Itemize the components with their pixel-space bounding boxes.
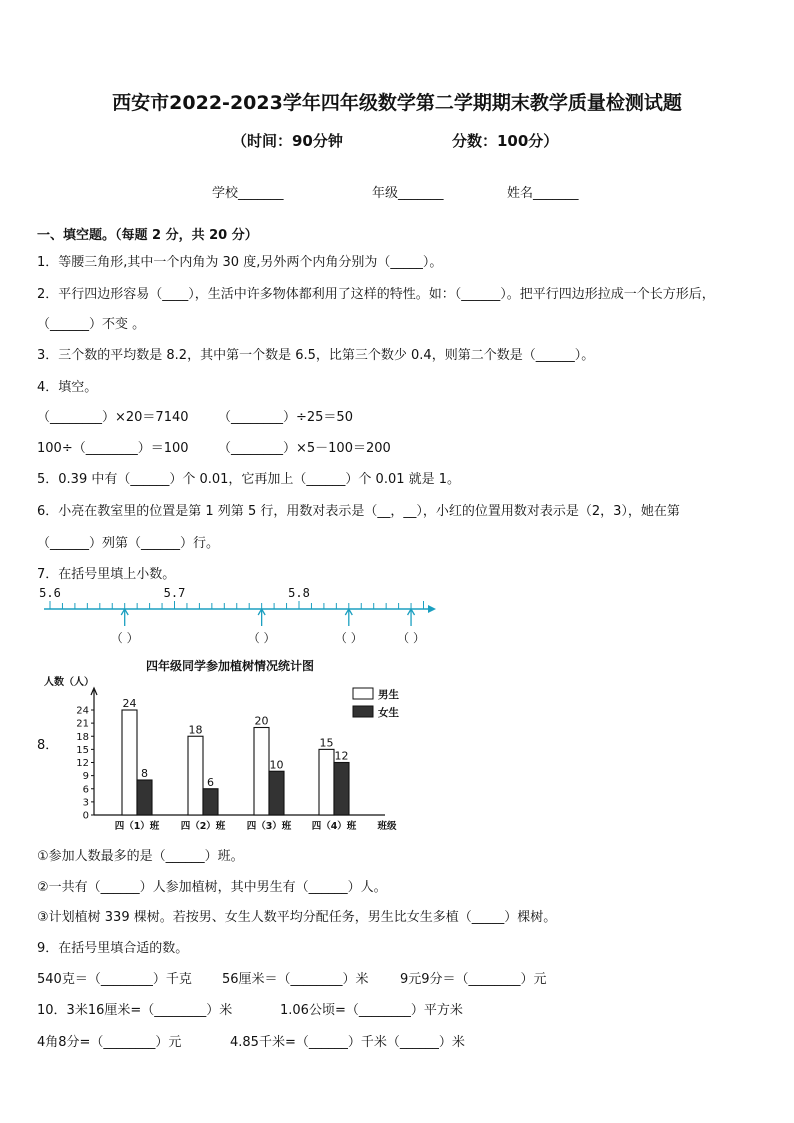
bar-chart: [40, 655, 420, 833]
page-title: 西安市2022-2023学年四年级数学第二学期期末教学质量检测试题: [112, 92, 682, 114]
question-2-line1: 2．平行四边形容易（____），生活中许多物体都利用了这样的特性。如：（______）。把平行四边形拉成一个长方形后，: [37, 287, 715, 302]
question-9a: 540克＝（________）千克: [37, 972, 192, 987]
chart-ylabel: 人数（人）: [44, 677, 94, 688]
section-heading: 一、填空题。（每题 2 分，共 20 分）: [37, 228, 258, 243]
question-9: 9．在括号里填合适的数。: [37, 941, 189, 956]
question-5: 5．0.39 中有（______）个 0.01，它再加上（______）个 0.01 就是 1。: [37, 472, 461, 487]
question-8-1: ①参加人数最多的是（______）班。: [37, 849, 244, 864]
chart-title: 四年级同学参加植树情况统计图: [145, 659, 315, 673]
chart-y-tick-label: 0: [82, 810, 89, 822]
name-field[interactable]: 姓名_______: [507, 186, 579, 201]
question-10d: 4.85千米=（______）千米（______）米: [230, 1035, 465, 1050]
bar-value-label: 8: [141, 767, 148, 780]
number-line-blank: （ ）: [334, 631, 363, 645]
bar-boys: [122, 710, 137, 815]
exam-time: （时间：90分钟: [232, 132, 343, 150]
number-line-blank: （ ）: [247, 631, 276, 645]
question-8: 8．: [37, 738, 59, 753]
question-1: 1．等腰三角形,其中一个内角为 30 度,另外两个内角分别为（_____）。: [37, 255, 443, 270]
number-line-blank: （ ）: [110, 631, 139, 645]
bar-girls: [137, 780, 152, 815]
chart-y-tick-label: 9: [82, 771, 89, 783]
bar-value-label: 10: [269, 758, 284, 772]
exam-score: 分数：100分）: [452, 132, 559, 150]
question-4c: 100÷（________）＝100: [37, 441, 189, 456]
bar-girls: [203, 789, 218, 815]
chart-xlabel: 班级: [377, 821, 397, 832]
chart-category-label: 四（1）班: [114, 821, 160, 832]
chart-y-tick-label: 3: [82, 797, 89, 809]
chart-category-label: 四（4）班: [311, 821, 357, 832]
number-line-label: 5.8: [288, 586, 310, 600]
bar-girls: [334, 763, 349, 816]
chart-y-tick-label: 12: [76, 758, 89, 769]
question-4: 4．填空。: [37, 380, 98, 395]
bar-girls: [269, 771, 284, 815]
question-10a: 10．3米16厘米=（________）米: [37, 1003, 233, 1018]
question-4b: （________）÷25＝50: [218, 410, 353, 425]
bar-boys: [319, 749, 334, 815]
bar-value-label: 6: [207, 775, 214, 789]
number-line-blank: （ ）: [397, 631, 425, 645]
question-4d: （________）×5－100＝200: [218, 441, 391, 456]
number-line-label: 5.6: [39, 586, 61, 600]
question-9c: 9元9分＝（________）元: [400, 972, 547, 987]
question-8-2: ②一共有（______）人参加植树，其中男生有（______）人。: [37, 880, 387, 895]
question-7: 7．在括号里填上小数。: [37, 567, 176, 582]
question-2-line2: （______）不变 。: [37, 317, 146, 332]
number-line: [0, 580, 794, 650]
question-10b: 1.06公顷=（________）平方米: [280, 1003, 463, 1018]
legend-label: 女生: [378, 707, 399, 719]
question-4a: （________）×20＝7140: [37, 410, 189, 425]
chart-category-label: 四（3）班: [246, 821, 292, 832]
chart-y-tick-label: 18: [76, 731, 89, 743]
legend-swatch: [353, 688, 373, 699]
chart-y-tick-label: 24: [76, 705, 89, 717]
bar-boys: [188, 736, 203, 815]
chart-y-tick-label: 6: [82, 784, 89, 796]
bar-value-label: 12: [334, 749, 349, 763]
grade-field[interactable]: 年级_______: [372, 186, 444, 201]
question-10c: 4角8分=（________）元: [37, 1035, 182, 1050]
question-8-3: ③计划植树 339 棵树。若按男、女生人数平均分配任务，男生比女生多植（_____）棵树。: [37, 910, 557, 925]
question-6-line2: （______）列第（______）行。: [37, 536, 220, 551]
question-3: 3．三个数的平均数是 8.2，其中第一个数是 6.5，比第三个数少 0.4，则第二个数是（______）。: [37, 348, 595, 363]
chart-y-tick-label: 15: [76, 744, 89, 756]
chart-category-label: 四（2）班: [180, 821, 226, 832]
bar-value-label: 24: [122, 697, 137, 710]
number-line-arrowhead: [428, 605, 436, 613]
number-line-label: 5.7: [163, 586, 186, 600]
question-6-line1: 6．小亮在教室里的位置是第 1 列第 5 行，用数对表示是（__，__），小红的位置用数对表示是（2，3），她在第: [37, 504, 680, 519]
legend-swatch: [353, 706, 373, 717]
question-9b: 56厘米＝（________）米: [222, 972, 369, 987]
chart-y-tick-label: 21: [76, 718, 89, 730]
school-field[interactable]: 学校_______: [212, 186, 284, 201]
legend-label: 男生: [378, 689, 399, 701]
bar-boys: [254, 728, 269, 816]
bar-value-label: 18: [188, 723, 203, 737]
bar-value-label: 20: [254, 714, 269, 728]
bar-value-label: 15: [319, 736, 334, 750]
